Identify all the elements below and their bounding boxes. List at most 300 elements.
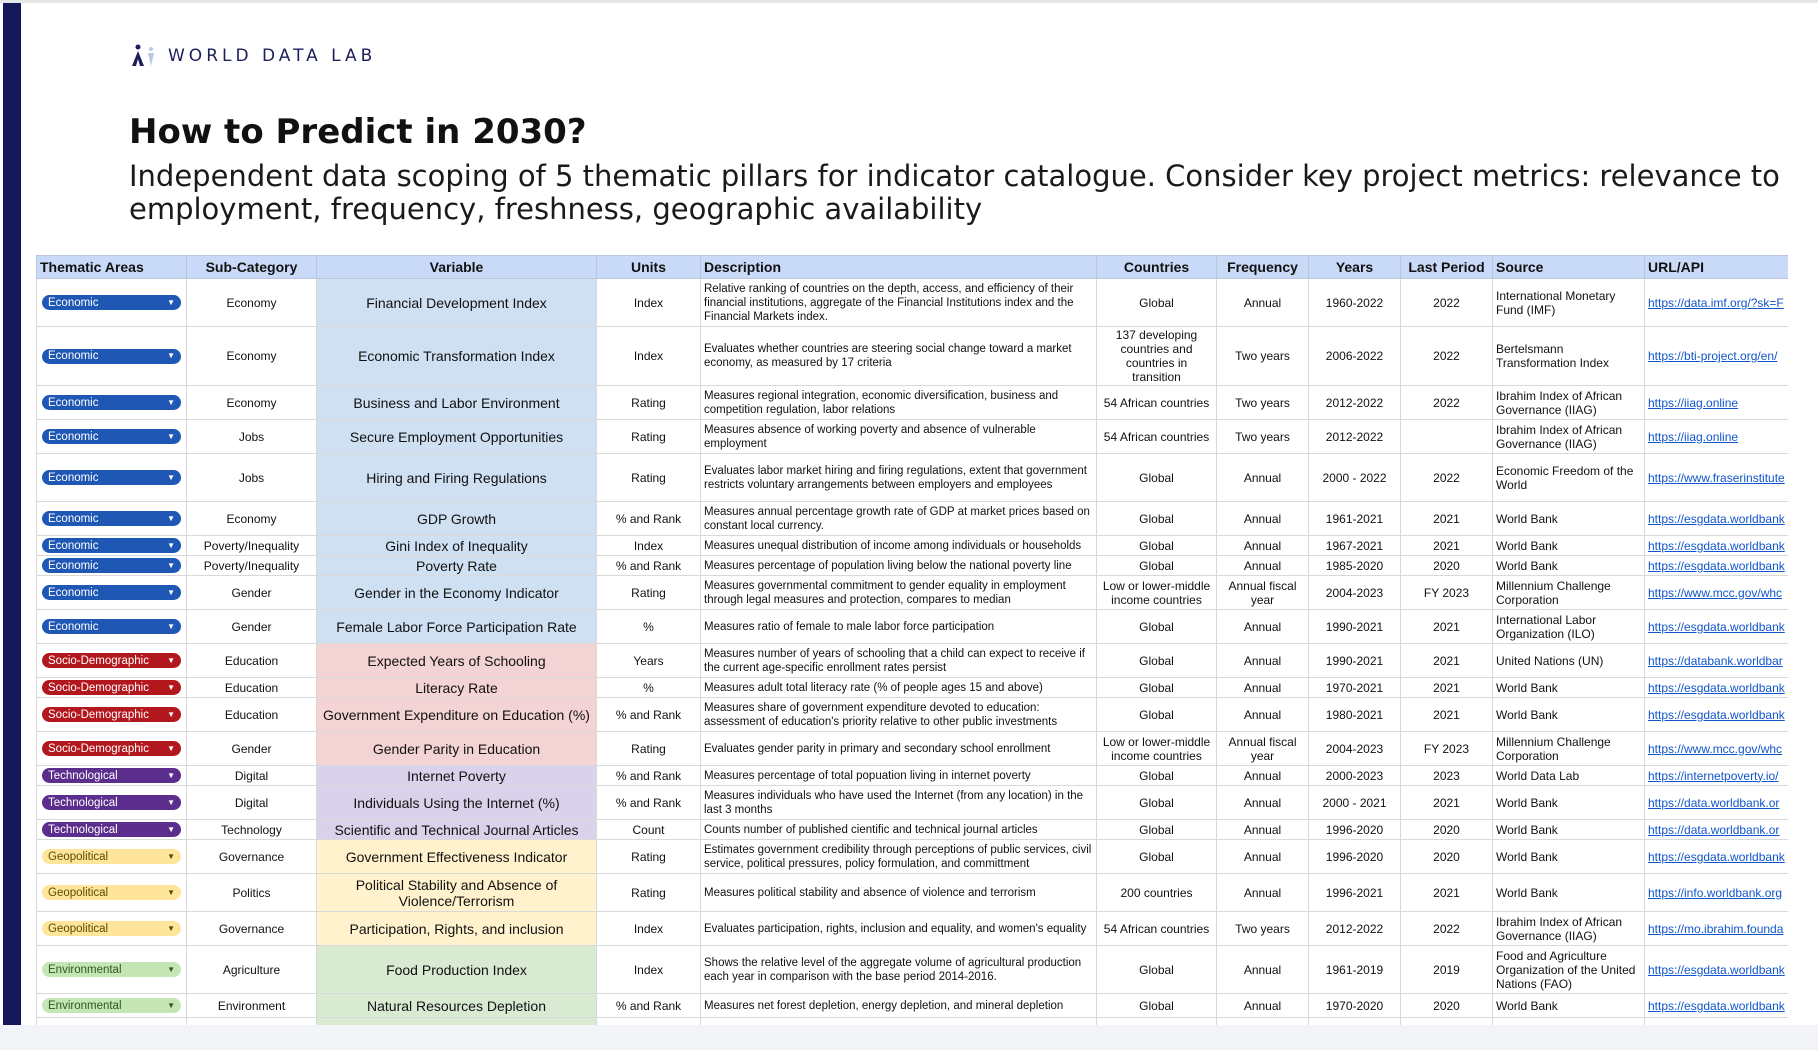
dropdown-arrow-icon: ▼ bbox=[167, 472, 175, 482]
cell-countries: Global bbox=[1097, 279, 1217, 327]
cell-url-link[interactable]: https://info.worldbank.org bbox=[1645, 874, 1789, 912]
thematic-area-dropdown[interactable] bbox=[42, 295, 181, 310]
header-url-api: URL/API bbox=[1645, 256, 1789, 279]
cell-last-period: 2020 bbox=[1401, 840, 1493, 874]
thematic-area-label: Environmental bbox=[48, 963, 122, 976]
cell-sub-category: Agriculture bbox=[187, 946, 317, 994]
thematic-area-dropdown[interactable] bbox=[42, 558, 181, 573]
thematic-area-label: Technological bbox=[48, 796, 118, 809]
dropdown-arrow-icon: ▼ bbox=[167, 297, 175, 307]
cell-source: World Bank bbox=[1493, 698, 1645, 732]
cell-sub-category: Jobs bbox=[187, 420, 317, 454]
thematic-area-label: Economic bbox=[48, 559, 99, 572]
cell-countries: Global bbox=[1097, 556, 1217, 576]
cell-thematic-area[interactable] bbox=[37, 732, 187, 766]
cell-sub-category: Economy bbox=[187, 386, 317, 420]
cell-last-period: 2021 bbox=[1401, 874, 1493, 912]
thematic-area-label: Technological bbox=[48, 769, 118, 782]
cell-description: Measures absence of working poverty and absence of vulnerable employment bbox=[701, 420, 1097, 454]
thematic-area-dropdown[interactable] bbox=[42, 619, 181, 634]
table-row bbox=[37, 279, 1789, 327]
dropdown-arrow-icon: ▼ bbox=[167, 682, 175, 692]
thematic-area-dropdown[interactable] bbox=[42, 585, 181, 600]
cell-frequency: Annual bbox=[1217, 536, 1309, 556]
thematic-area-label: Socio-Demographic bbox=[48, 654, 149, 667]
cell-variable: Hiring and Firing Regulations bbox=[317, 454, 597, 502]
cell-variable: Internet Poverty bbox=[317, 766, 597, 786]
table-row bbox=[37, 420, 1789, 454]
cell-last-period: 2020 bbox=[1401, 820, 1493, 840]
thematic-area-label: Economic bbox=[48, 586, 99, 599]
dropdown-arrow-icon: ▼ bbox=[167, 770, 175, 780]
cell-thematic-area[interactable] bbox=[37, 698, 187, 732]
thematic-area-dropdown[interactable] bbox=[42, 538, 181, 553]
table-row bbox=[37, 874, 1789, 912]
cell-countries: 54 African countries bbox=[1097, 386, 1217, 420]
cell-countries: 54 African countries bbox=[1097, 420, 1217, 454]
cell-description: Shows the relative level of the aggregate volume of agricultural production each year in comparison with the base period 2014-2016. bbox=[701, 946, 1097, 994]
cell-description: Measures individuals who have used the Internet (from any location) in the last 3 months bbox=[701, 786, 1097, 820]
cell-thematic-area[interactable] bbox=[37, 840, 187, 874]
cell-units: Index bbox=[597, 912, 701, 946]
thematic-area-dropdown[interactable] bbox=[42, 707, 181, 722]
cell-last-period: 2022 bbox=[1401, 454, 1493, 502]
dropdown-arrow-icon: ▼ bbox=[167, 964, 175, 974]
cell-frequency: Annual bbox=[1217, 610, 1309, 644]
cell-last-period: 2022 bbox=[1401, 386, 1493, 420]
header-source: Source bbox=[1493, 256, 1645, 279]
table-row bbox=[37, 678, 1789, 698]
cell-thematic-area[interactable] bbox=[37, 556, 187, 576]
thematic-area-dropdown[interactable] bbox=[42, 998, 181, 1013]
cell-units: Rating bbox=[597, 874, 701, 912]
thematic-area-dropdown[interactable] bbox=[42, 395, 181, 410]
table-row bbox=[37, 327, 1789, 386]
empty-cell bbox=[317, 1018, 597, 1026]
cell-frequency: Annual bbox=[1217, 946, 1309, 994]
cell-countries: Global bbox=[1097, 698, 1217, 732]
cell-sub-category: Digital bbox=[187, 766, 317, 786]
cell-thematic-area[interactable] bbox=[37, 912, 187, 946]
cell-source: International Monetary Fund (IMF) bbox=[1493, 279, 1645, 327]
table-row bbox=[37, 454, 1789, 502]
cell-source: International Labor Organization (ILO) bbox=[1493, 610, 1645, 644]
thematic-area-label: Technological bbox=[48, 823, 118, 836]
cell-years: 2000-2023 bbox=[1309, 766, 1401, 786]
cell-url-link[interactable]: https://esgdata.worldbank bbox=[1645, 994, 1789, 1018]
cell-url-link[interactable]: https://esgdata.worldbank bbox=[1645, 946, 1789, 994]
cell-variable: Gini Index of Inequality bbox=[317, 536, 597, 556]
world-data-lab-logo-icon bbox=[130, 44, 158, 68]
cell-years: 1970-2021 bbox=[1309, 678, 1401, 698]
cell-description: Measures governmental commitment to gender equality in employment through legal measures and protection, compares to median bbox=[701, 576, 1097, 610]
thematic-area-label: Economic bbox=[48, 471, 99, 484]
cell-years: 1970-2020 bbox=[1309, 994, 1401, 1018]
cell-url-link[interactable]: https://databank.worldbar bbox=[1645, 644, 1789, 678]
cell-source: World Bank bbox=[1493, 786, 1645, 820]
dropdown-arrow-icon: ▼ bbox=[167, 431, 175, 441]
thematic-area-dropdown[interactable] bbox=[42, 349, 181, 364]
cell-url-link[interactable]: https://esgdata.worldbank bbox=[1645, 556, 1789, 576]
cell-sub-category: Economy bbox=[187, 279, 317, 327]
cell-variable: Natural Resources Depletion bbox=[317, 994, 597, 1018]
cell-years: 1960-2022 bbox=[1309, 279, 1401, 327]
cell-last-period: 2019 bbox=[1401, 946, 1493, 994]
cell-last-period: 2020 bbox=[1401, 994, 1493, 1018]
cell-years: 1985-2020 bbox=[1309, 556, 1401, 576]
header-thematic-areas: Thematic Areas bbox=[37, 256, 187, 279]
cell-last-period: 2021 bbox=[1401, 786, 1493, 820]
thematic-area-dropdown[interactable] bbox=[42, 511, 181, 526]
cell-url-link[interactable]: https://internetpoverty.io/ bbox=[1645, 766, 1789, 786]
cell-frequency: Annual bbox=[1217, 994, 1309, 1018]
cell-countries: 200 countries bbox=[1097, 874, 1217, 912]
cell-sub-category: Jobs bbox=[187, 454, 317, 502]
cell-url-link[interactable]: https://esgdata.worldbank bbox=[1645, 610, 1789, 644]
cell-description: Measures percentage of total popuation living in internet poverty bbox=[701, 766, 1097, 786]
cell-url-link[interactable]: https://esgdata.worldbank bbox=[1645, 840, 1789, 874]
dropdown-arrow-icon: ▼ bbox=[167, 351, 175, 360]
cell-description: Evaluates labor market hiring and firing regulations, extent that government restricts voluntary arrangements between employers and employees bbox=[701, 454, 1097, 502]
cell-countries: Global bbox=[1097, 766, 1217, 786]
cell-last-period: 2021 bbox=[1401, 644, 1493, 678]
cell-last-period: 2021 bbox=[1401, 678, 1493, 698]
cell-years: 1990-2021 bbox=[1309, 610, 1401, 644]
cell-countries: 54 African countries bbox=[1097, 912, 1217, 946]
cell-url-link[interactable]: https://mo.ibrahim.founda bbox=[1645, 912, 1789, 946]
cell-source: Millennium Challenge Corporation bbox=[1493, 732, 1645, 766]
empty-cell bbox=[1401, 1018, 1493, 1026]
indicator-table-container[interactable] bbox=[36, 255, 1788, 1025]
cell-sub-category: Gender bbox=[187, 732, 317, 766]
empty-cell bbox=[701, 1018, 1097, 1026]
dropdown-arrow-icon: ▼ bbox=[167, 887, 175, 897]
cell-sub-category: Digital bbox=[187, 786, 317, 820]
thematic-area-dropdown[interactable] bbox=[42, 962, 181, 977]
cell-source: Millennium Challenge Corporation bbox=[1493, 576, 1645, 610]
empty-cell bbox=[1217, 1018, 1309, 1026]
cell-thematic-area[interactable] bbox=[37, 946, 187, 994]
cell-source: World Bank bbox=[1493, 556, 1645, 576]
cell-countries: Global bbox=[1097, 678, 1217, 698]
table-row bbox=[37, 994, 1789, 1018]
thematic-area-dropdown[interactable] bbox=[42, 680, 181, 695]
cell-description: Counts number of published cientific and technical journal articles bbox=[701, 820, 1097, 840]
cell-variable: GDP Growth bbox=[317, 502, 597, 536]
cell-last-period: 2021 bbox=[1401, 536, 1493, 556]
table-row bbox=[37, 766, 1789, 786]
table-row bbox=[37, 946, 1789, 994]
cell-frequency: Annual bbox=[1217, 454, 1309, 502]
cell-units: % and Rank bbox=[597, 786, 701, 820]
table-row bbox=[37, 536, 1789, 556]
cell-source: World Data Lab bbox=[1493, 766, 1645, 786]
cell-countries: Global bbox=[1097, 454, 1217, 502]
cell-variable: Political Stability and Absence of Violence/Terrorism bbox=[317, 874, 597, 912]
cell-description: Measures adult total literacy rate (% of people ages 15 and above) bbox=[701, 678, 1097, 698]
dropdown-arrow-icon: ▼ bbox=[167, 560, 175, 570]
cell-sub-category: Education bbox=[187, 698, 317, 732]
cell-sub-category: Gender bbox=[187, 576, 317, 610]
cell-description: Measures share of government expenditure devoted to education: assessment of education's priority relative to other public investments bbox=[701, 698, 1097, 732]
table-row bbox=[37, 576, 1789, 610]
dropdown-arrow-icon: ▼ bbox=[167, 513, 175, 523]
cell-description: Measures number of years of schooling that a child can expect to receive if the current age-specific enrollment rates persist bbox=[701, 644, 1097, 678]
cell-units: Index bbox=[597, 536, 701, 556]
cell-url-link[interactable]: https://data.worldbank.or bbox=[1645, 786, 1789, 820]
cell-description: Estimates government credibility through perceptions of public services, civil service, political pressures, policy formulation, and committment bbox=[701, 840, 1097, 874]
cell-description: Measures political stability and absence of violence and terrorism bbox=[701, 874, 1097, 912]
thematic-area-dropdown[interactable] bbox=[42, 768, 181, 783]
cell-countries: Global bbox=[1097, 840, 1217, 874]
page-subtitle: Independent data scoping of 5 thematic pillars for indicator catalogue. Consider key project metrics: relevance to employment, frequency, freshness, geographic availability bbox=[129, 159, 1780, 226]
cell-last-period: 2022 bbox=[1401, 279, 1493, 327]
cell-units: Rating bbox=[597, 420, 701, 454]
cell-frequency: Annual bbox=[1217, 766, 1309, 786]
cell-thematic-area[interactable] bbox=[37, 678, 187, 698]
table-header-row bbox=[37, 256, 1789, 279]
thematic-area-label: Environmental bbox=[48, 999, 122, 1012]
cell-years: 2004-2023 bbox=[1309, 576, 1401, 610]
cell-years: 2012-2022 bbox=[1309, 420, 1401, 454]
cell-countries: Global bbox=[1097, 644, 1217, 678]
cell-description: Relative ranking of countries on the depth, access, and efficiency of their financial institutions, aggregate of the Financial Institutions index and the Financial Markets index. bbox=[701, 279, 1097, 327]
cell-years: 1990-2021 bbox=[1309, 644, 1401, 678]
cell-url-link[interactable]: https://data.worldbank.or bbox=[1645, 820, 1789, 840]
thematic-area-label: Economic bbox=[48, 430, 99, 443]
cell-frequency: Annual bbox=[1217, 820, 1309, 840]
cell-description: Evaluates gender parity in primary and secondary school enrollment bbox=[701, 732, 1097, 766]
cell-years: 2000 - 2021 bbox=[1309, 786, 1401, 820]
cell-url-link[interactable]: https://www.mcc.gov/whc bbox=[1645, 576, 1789, 610]
cell-units: % and Rank bbox=[597, 994, 701, 1018]
cell-countries: Global bbox=[1097, 786, 1217, 820]
thematic-area-label: Socio-Demographic bbox=[48, 708, 149, 721]
cell-url-link[interactable]: https://iiag.online bbox=[1645, 386, 1789, 420]
cell-variable: Individuals Using the Internet (%) bbox=[317, 786, 597, 820]
cell-units: % bbox=[597, 610, 701, 644]
cell-url-link[interactable]: https://esgdata.worldbank bbox=[1645, 502, 1789, 536]
thematic-area-dropdown[interactable] bbox=[42, 795, 181, 810]
cell-last-period: 2021 bbox=[1401, 502, 1493, 536]
table-row bbox=[37, 786, 1789, 820]
cell-years: 2004-2023 bbox=[1309, 732, 1401, 766]
cell-thematic-area[interactable] bbox=[37, 820, 187, 840]
empty-cell bbox=[1493, 1018, 1645, 1026]
cell-thematic-area[interactable] bbox=[37, 279, 187, 327]
cell-frequency: Annual bbox=[1217, 786, 1309, 820]
cell-units: % and Rank bbox=[597, 502, 701, 536]
cell-description: Measures net forest depletion, energy depletion, and mineral depletion bbox=[701, 994, 1097, 1018]
top-border bbox=[0, 0, 1818, 3]
table-row bbox=[37, 502, 1789, 536]
cell-countries: 137 developing countries and countries in transition bbox=[1097, 327, 1217, 386]
cell-variable: Scientific and Technical Journal Articles bbox=[317, 820, 597, 840]
brand-logo bbox=[130, 44, 376, 68]
cell-years: 1961-2019 bbox=[1309, 946, 1401, 994]
cell-thematic-area[interactable] bbox=[37, 454, 187, 502]
cell-frequency: Annual bbox=[1217, 279, 1309, 327]
cell-units: % bbox=[597, 678, 701, 698]
dropdown-arrow-icon: ▼ bbox=[167, 851, 175, 861]
cell-url-link[interactable]: https://esgdata.worldbank bbox=[1645, 678, 1789, 698]
dropdown-arrow-icon: ▼ bbox=[167, 824, 175, 834]
cell-description: Measures regional integration, economic diversification, business and competition regulation, labor relations bbox=[701, 386, 1097, 420]
cell-units: Count bbox=[597, 820, 701, 840]
cell-url-link[interactable]: https://www.mcc.gov/whc bbox=[1645, 732, 1789, 766]
table-row bbox=[37, 820, 1789, 840]
table-row bbox=[37, 840, 1789, 874]
cell-url-link[interactable]: https://www.fraserinstitute bbox=[1645, 454, 1789, 502]
cell-frequency: Annual bbox=[1217, 874, 1309, 912]
thematic-area-dropdown[interactable] bbox=[42, 885, 181, 900]
cell-frequency: Annual fiscal year bbox=[1217, 732, 1309, 766]
cell-variable: Government Expenditure on Education (%) bbox=[317, 698, 597, 732]
cell-url-link[interactable]: https://iiag.online bbox=[1645, 420, 1789, 454]
dropdown-arrow-icon: ▼ bbox=[167, 797, 175, 807]
cell-countries: Low or lower-middle income countries bbox=[1097, 576, 1217, 610]
thematic-area-dropdown[interactable] bbox=[42, 921, 181, 936]
cell-last-period: 2020 bbox=[1401, 556, 1493, 576]
table-row bbox=[37, 732, 1789, 766]
cell-url-link[interactable]: https://data.imf.org/?sk=F bbox=[1645, 279, 1789, 327]
cell-source: Ibrahim Index of African Governance (IIAG) bbox=[1493, 912, 1645, 946]
cell-units: Index bbox=[597, 946, 701, 994]
cell-sub-category: Economy bbox=[187, 502, 317, 536]
empty-cell bbox=[1309, 1018, 1401, 1026]
thematic-area-dropdown[interactable] bbox=[42, 741, 181, 756]
cell-variable: Poverty Rate bbox=[317, 556, 597, 576]
cell-countries: Global bbox=[1097, 502, 1217, 536]
cell-sub-category: Politics bbox=[187, 874, 317, 912]
cell-countries: Global bbox=[1097, 820, 1217, 840]
cell-countries: Global bbox=[1097, 994, 1217, 1018]
dropdown-arrow-icon: ▼ bbox=[167, 923, 175, 933]
dropdown-arrow-icon: ▼ bbox=[167, 621, 175, 631]
cell-variable: Government Effectiveness Indicator bbox=[317, 840, 597, 874]
thematic-area-label: Economic bbox=[48, 296, 99, 309]
header-last-period: Last Period bbox=[1401, 256, 1493, 279]
cell-source: World Bank bbox=[1493, 994, 1645, 1018]
cell-thematic-area[interactable] bbox=[37, 536, 187, 556]
cell-units: Index bbox=[597, 279, 701, 327]
cell-units: Index bbox=[597, 327, 701, 386]
cell-thematic-area[interactable] bbox=[37, 420, 187, 454]
cell-sub-category: Gender bbox=[187, 610, 317, 644]
cell-frequency: Annual fiscal year bbox=[1217, 576, 1309, 610]
cell-url-link[interactable]: https://esgdata.worldbank bbox=[1645, 536, 1789, 556]
cell-source: World Bank bbox=[1493, 502, 1645, 536]
cell-thematic-area[interactable] bbox=[37, 576, 187, 610]
cell-thematic-area[interactable] bbox=[37, 386, 187, 420]
thematic-area-label: Economic bbox=[48, 396, 99, 409]
thematic-area-dropdown[interactable] bbox=[42, 653, 181, 668]
cell-last-period: FY 2023 bbox=[1401, 732, 1493, 766]
thematic-area-dropdown[interactable] bbox=[42, 849, 181, 864]
cell-last-period bbox=[1401, 420, 1493, 454]
cell-source: World Bank bbox=[1493, 820, 1645, 840]
cell-source: Ibrahim Index of African Governance (IIAG) bbox=[1493, 386, 1645, 420]
empty-cell bbox=[597, 1018, 701, 1026]
cell-variable: Economic Transformation Index bbox=[317, 327, 597, 386]
cell-thematic-area[interactable] bbox=[37, 610, 187, 644]
header-sub-category: Sub-Category bbox=[187, 256, 317, 279]
cell-countries: Global bbox=[1097, 610, 1217, 644]
header-description: Description bbox=[701, 256, 1097, 279]
thematic-area-label: Economic bbox=[48, 620, 99, 633]
page-title: How to Predict in 2030? bbox=[129, 112, 587, 152]
cell-thematic-area[interactable] bbox=[37, 786, 187, 820]
cell-frequency: Annual bbox=[1217, 840, 1309, 874]
cell-thematic-area[interactable] bbox=[37, 502, 187, 536]
cell-units: % and Rank bbox=[597, 556, 701, 576]
cell-years: 1961-2021 bbox=[1309, 502, 1401, 536]
cell-frequency: Annual bbox=[1217, 644, 1309, 678]
thematic-area-label: Economic bbox=[48, 350, 99, 362]
empty-cell bbox=[1645, 1018, 1789, 1026]
cell-countries: Low or lower-middle income countries bbox=[1097, 732, 1217, 766]
cell-frequency: Annual bbox=[1217, 556, 1309, 576]
thematic-area-label: Socio-Demographic bbox=[48, 742, 149, 755]
cell-last-period: 2022 bbox=[1401, 912, 1493, 946]
cell-variable: Business and Labor Environment bbox=[317, 386, 597, 420]
cell-source: Bertelsmann Transformation Index bbox=[1493, 327, 1645, 386]
thematic-area-dropdown[interactable] bbox=[42, 429, 181, 444]
cell-frequency: Two years bbox=[1217, 327, 1309, 386]
dropdown-arrow-icon: ▼ bbox=[167, 655, 175, 665]
cell-thematic-area[interactable] bbox=[37, 327, 187, 386]
cell-units: % and Rank bbox=[597, 766, 701, 786]
table-row bbox=[37, 610, 1789, 644]
thematic-area-label: Geopolitical bbox=[48, 850, 109, 863]
thematic-area-dropdown[interactable] bbox=[42, 822, 181, 837]
cell-thematic-area[interactable] bbox=[37, 644, 187, 678]
cell-thematic-area[interactable] bbox=[37, 994, 187, 1018]
cell-url-link[interactable]: https://esgdata.worldbank bbox=[1645, 698, 1789, 732]
cell-source: Ibrahim Index of African Governance (IIAG) bbox=[1493, 420, 1645, 454]
cell-source: Food and Agriculture Organization of the United Nations (FAO) bbox=[1493, 946, 1645, 994]
table-row bbox=[37, 698, 1789, 732]
cell-variable: Female Labor Force Participation Rate bbox=[317, 610, 597, 644]
cell-sub-category: Technology bbox=[187, 820, 317, 840]
empty-cell bbox=[37, 1018, 187, 1026]
cell-sub-category: Governance bbox=[187, 912, 317, 946]
cell-description: Evaluates participation, rights, inclusion and equality, and women's equality bbox=[701, 912, 1097, 946]
thematic-area-dropdown[interactable] bbox=[42, 470, 181, 485]
cell-thematic-area[interactable] bbox=[37, 874, 187, 912]
cell-sub-category: Education bbox=[187, 678, 317, 698]
cell-years: 1980-2021 bbox=[1309, 698, 1401, 732]
cell-frequency: Annual bbox=[1217, 502, 1309, 536]
cell-description: Measures ratio of female to male labor force participation bbox=[701, 610, 1097, 644]
cell-description: Measures annual percentage growth rate of GDP at market prices based on constant local currency. bbox=[701, 502, 1097, 536]
dropdown-arrow-icon: ▼ bbox=[167, 397, 175, 407]
cell-sub-category: Economy bbox=[187, 327, 317, 386]
cell-frequency: Two years bbox=[1217, 912, 1309, 946]
cell-source: World Bank bbox=[1493, 874, 1645, 912]
cell-thematic-area[interactable] bbox=[37, 766, 187, 786]
header-units: Units bbox=[597, 256, 701, 279]
cell-variable: Participation, Rights, and inclusion bbox=[317, 912, 597, 946]
header-variable: Variable bbox=[317, 256, 597, 279]
cell-url-link[interactable]: https://bti-project.org/en/ bbox=[1645, 327, 1789, 386]
cell-sub-category: Environment bbox=[187, 994, 317, 1018]
thematic-area-label: Socio-Demographic bbox=[48, 681, 149, 694]
cell-source: World Bank bbox=[1493, 840, 1645, 874]
table-row bbox=[37, 386, 1789, 420]
header-countries: Countries bbox=[1097, 256, 1217, 279]
dropdown-arrow-icon: ▼ bbox=[167, 709, 175, 719]
